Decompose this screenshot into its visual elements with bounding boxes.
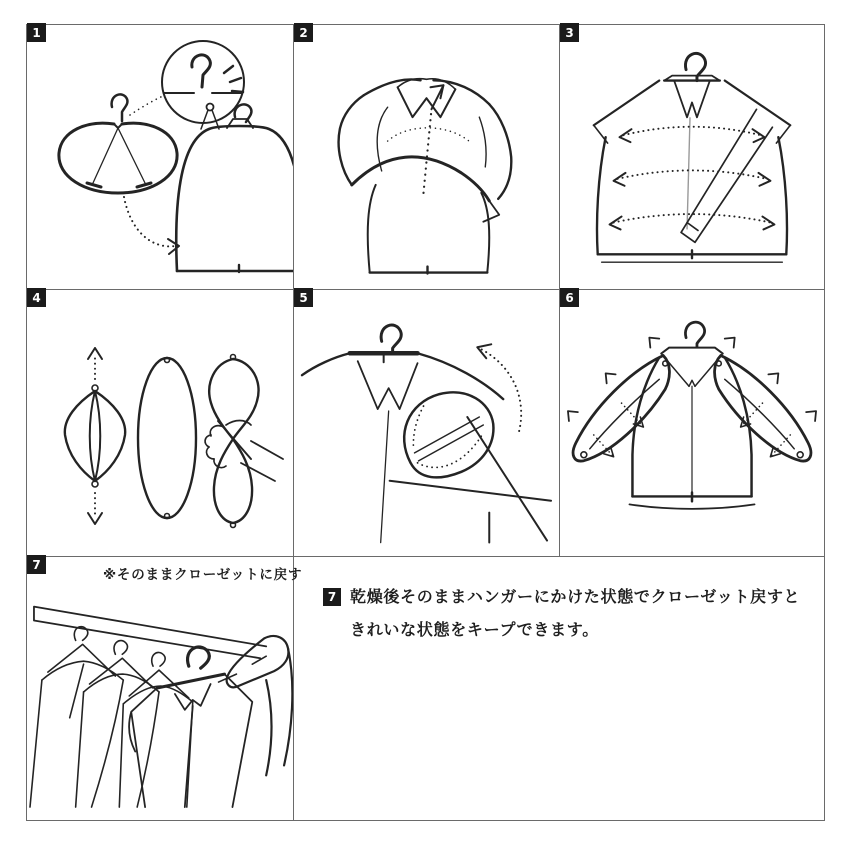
step-1-badge: 1 [27, 23, 46, 42]
hanger-expand-illustration [27, 25, 293, 289]
step-3-badge: 3 [560, 23, 579, 42]
return-to-closet-illustration [27, 557, 293, 819]
caption-step-badge: 7 [323, 588, 341, 606]
caption-line-1: 乾燥後そのままハンガーにかけた状態でクローゼット戻すと [350, 587, 801, 606]
smooth-shirt-outward-arrows-illustration [560, 25, 824, 289]
step-4-panel [27, 290, 293, 556]
caption-line-2: きれいな状態をキープできます。 [350, 620, 599, 639]
step-5-badge: 5 [294, 288, 313, 307]
step-7-badge: 7 [27, 555, 46, 574]
instruction-grid [26, 24, 825, 821]
shoulder-cap-lift-illustration [294, 290, 559, 556]
step-7-panel [27, 557, 303, 819]
caption-text [350, 580, 820, 646]
step-2-panel [294, 25, 559, 289]
sleeves-spread-on-wings-illustration [560, 290, 824, 556]
hanger-fold-flat-steps-illustration [27, 290, 293, 556]
step-5-panel [294, 290, 559, 556]
step-3-panel [560, 25, 824, 289]
step-2-badge: 2 [294, 23, 313, 42]
caption-panel [294, 557, 824, 819]
step-4-badge: 4 [27, 288, 46, 307]
step-6-badge: 6 [560, 288, 579, 307]
step-6-panel [560, 290, 824, 556]
step-1-panel [27, 25, 293, 289]
shirt-drape-over-cover-illustration [294, 25, 559, 289]
step-7-note: ※そのままクローゼットに戻す [103, 567, 303, 583]
